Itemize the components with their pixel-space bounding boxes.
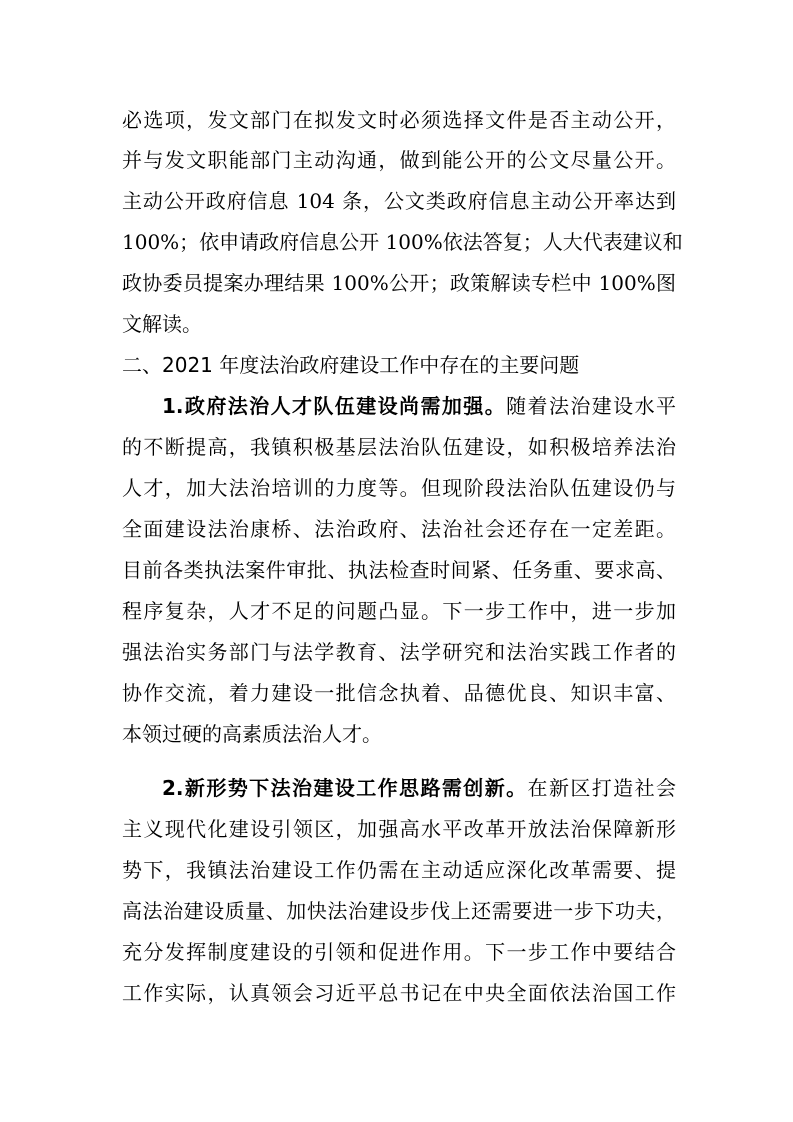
item2-first-line	[162, 768, 676, 808]
paragraph-line: 全面建设法治康桥、法治政府、法治社会还存在一定差距。	[122, 517, 676, 541]
paragraph-line: 强法治实务部门与法学教育、法学研究和法治实践工作者的	[122, 640, 676, 664]
paragraph-line: 势下，我镇法治建设工作仍需在主动适应深化改革需要、提	[122, 858, 676, 882]
paragraph-line: 高法治建设质量、加快法治建设步伐上还需要进一步下功夫，	[122, 899, 676, 923]
paragraph-line: 程序复杂，人才不足的问题凸显。下一步工作中，进一步加	[122, 599, 676, 623]
paragraph-line: 工作实际，认真领会习近平总书记在中央全面依法治国工作	[122, 981, 676, 1005]
paragraph-line: 主义现代化建设引领区，加强高水平改革开放法治保障新形	[122, 817, 676, 841]
item2-title: 2.新形势下法治建设工作思路需创新。	[162, 776, 528, 800]
paragraph-line: 协作交流，着力建设一批信念执着、品德优良、知识丰富、	[122, 681, 676, 705]
paragraph-line: 必选项，发文部门在拟发文时必须选择文件是否主动公开，	[122, 108, 676, 132]
item1-title: 1.政府法治人才队伍建设尚需加强。	[162, 394, 507, 418]
paragraph-line: 主动公开政府信息 104 条，公文类政府信息主动公开率达到	[122, 189, 676, 213]
paragraph-line: 100%；依申请政府信息公开 100%依法答复；人大代表建议和	[122, 230, 683, 254]
item1-first-line-rest: 随着法治建设水平	[506, 394, 677, 418]
paragraph-line: 充分发挥制度建设的引领和促进作用。下一步工作中要结合	[122, 940, 676, 964]
paragraph-line: 并与发文职能部门主动沟通，做到能公开的公文尽量公开。	[122, 148, 676, 172]
paragraph-line: 人才，加大法治培训的力度等。但现阶段法治队伍建设仍与	[122, 476, 676, 500]
item1-first-line	[162, 386, 676, 426]
paragraph-line: 目前各类执法案件审批、执法检查时间紧、任务重、要求高、	[122, 558, 676, 582]
paragraph-line: 政协委员提案办理结果 100%公开；政策解读专栏中 100%图	[122, 271, 676, 295]
paragraph-line: 本领过硬的高素质法治人才。	[122, 722, 382, 746]
paragraph-line: 文解读。	[122, 312, 202, 336]
paragraph-line: 的不断提高，我镇积极基层法治队伍建设，如积极培养法治	[122, 435, 676, 459]
item2-first-line-rest: 在新区打造社会	[527, 776, 677, 800]
section-heading: 二、2021 年度法治政府建设工作中存在的主要问题	[122, 353, 580, 377]
